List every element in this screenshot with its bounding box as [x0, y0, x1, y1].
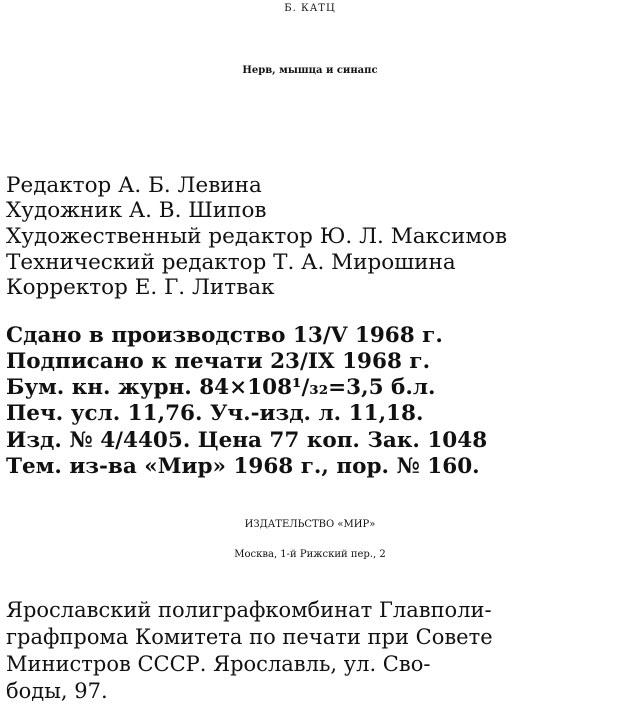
credit-editor: Редактор А. Б. Левина: [6, 173, 262, 198]
printer-line-2: графпрома Комитета по печати при Совете: [6, 625, 493, 649]
printer-line-3: Министров СССР. Ярославль, ул. Сво-: [6, 652, 431, 676]
credit-tech-editor: Технический редактор Т. А. Мирошина: [6, 250, 456, 275]
credit-proofreader: Корректор Е. Г. Литвак: [6, 275, 275, 300]
production-line-3: Бум. кн. журн. 84×108¹/₃₂=3,5 б.л.: [6, 375, 436, 400]
publisher-address: Москва, 1-й Рижский пер., 2: [234, 549, 386, 560]
printer-line-4: боды, 97.: [6, 679, 108, 703]
production-line-4: Печ. усл. 11,76. Уч.-изд. л. 11,18.: [6, 401, 424, 426]
credit-artist: Художник А. В. Шипов: [6, 198, 267, 223]
production-line-2: Подписано к печати 23/IX 1968 г.: [6, 349, 431, 374]
production-line-1: Сдано в производство 13/V 1968 г.: [6, 323, 443, 348]
book-title: Нерв, мышца и синапс: [242, 65, 378, 76]
credit-art-editor: Художественный редактор Ю. Л. Максимов: [6, 224, 508, 249]
production-line-5: Изд. № 4/4405. Цена 77 коп. Зак. 1048: [6, 428, 488, 453]
publisher-name: ИЗДАТЕЛЬСТВО «МИР»: [244, 519, 376, 530]
production-line-6: Тем. из-ва «Мир» 1968 г., пор. № 160.: [6, 454, 480, 479]
author-name: Б. КАТЦ: [284, 3, 336, 14]
printer-line-1: Ярославский полиграфкомбинат Главполи-: [6, 598, 492, 622]
